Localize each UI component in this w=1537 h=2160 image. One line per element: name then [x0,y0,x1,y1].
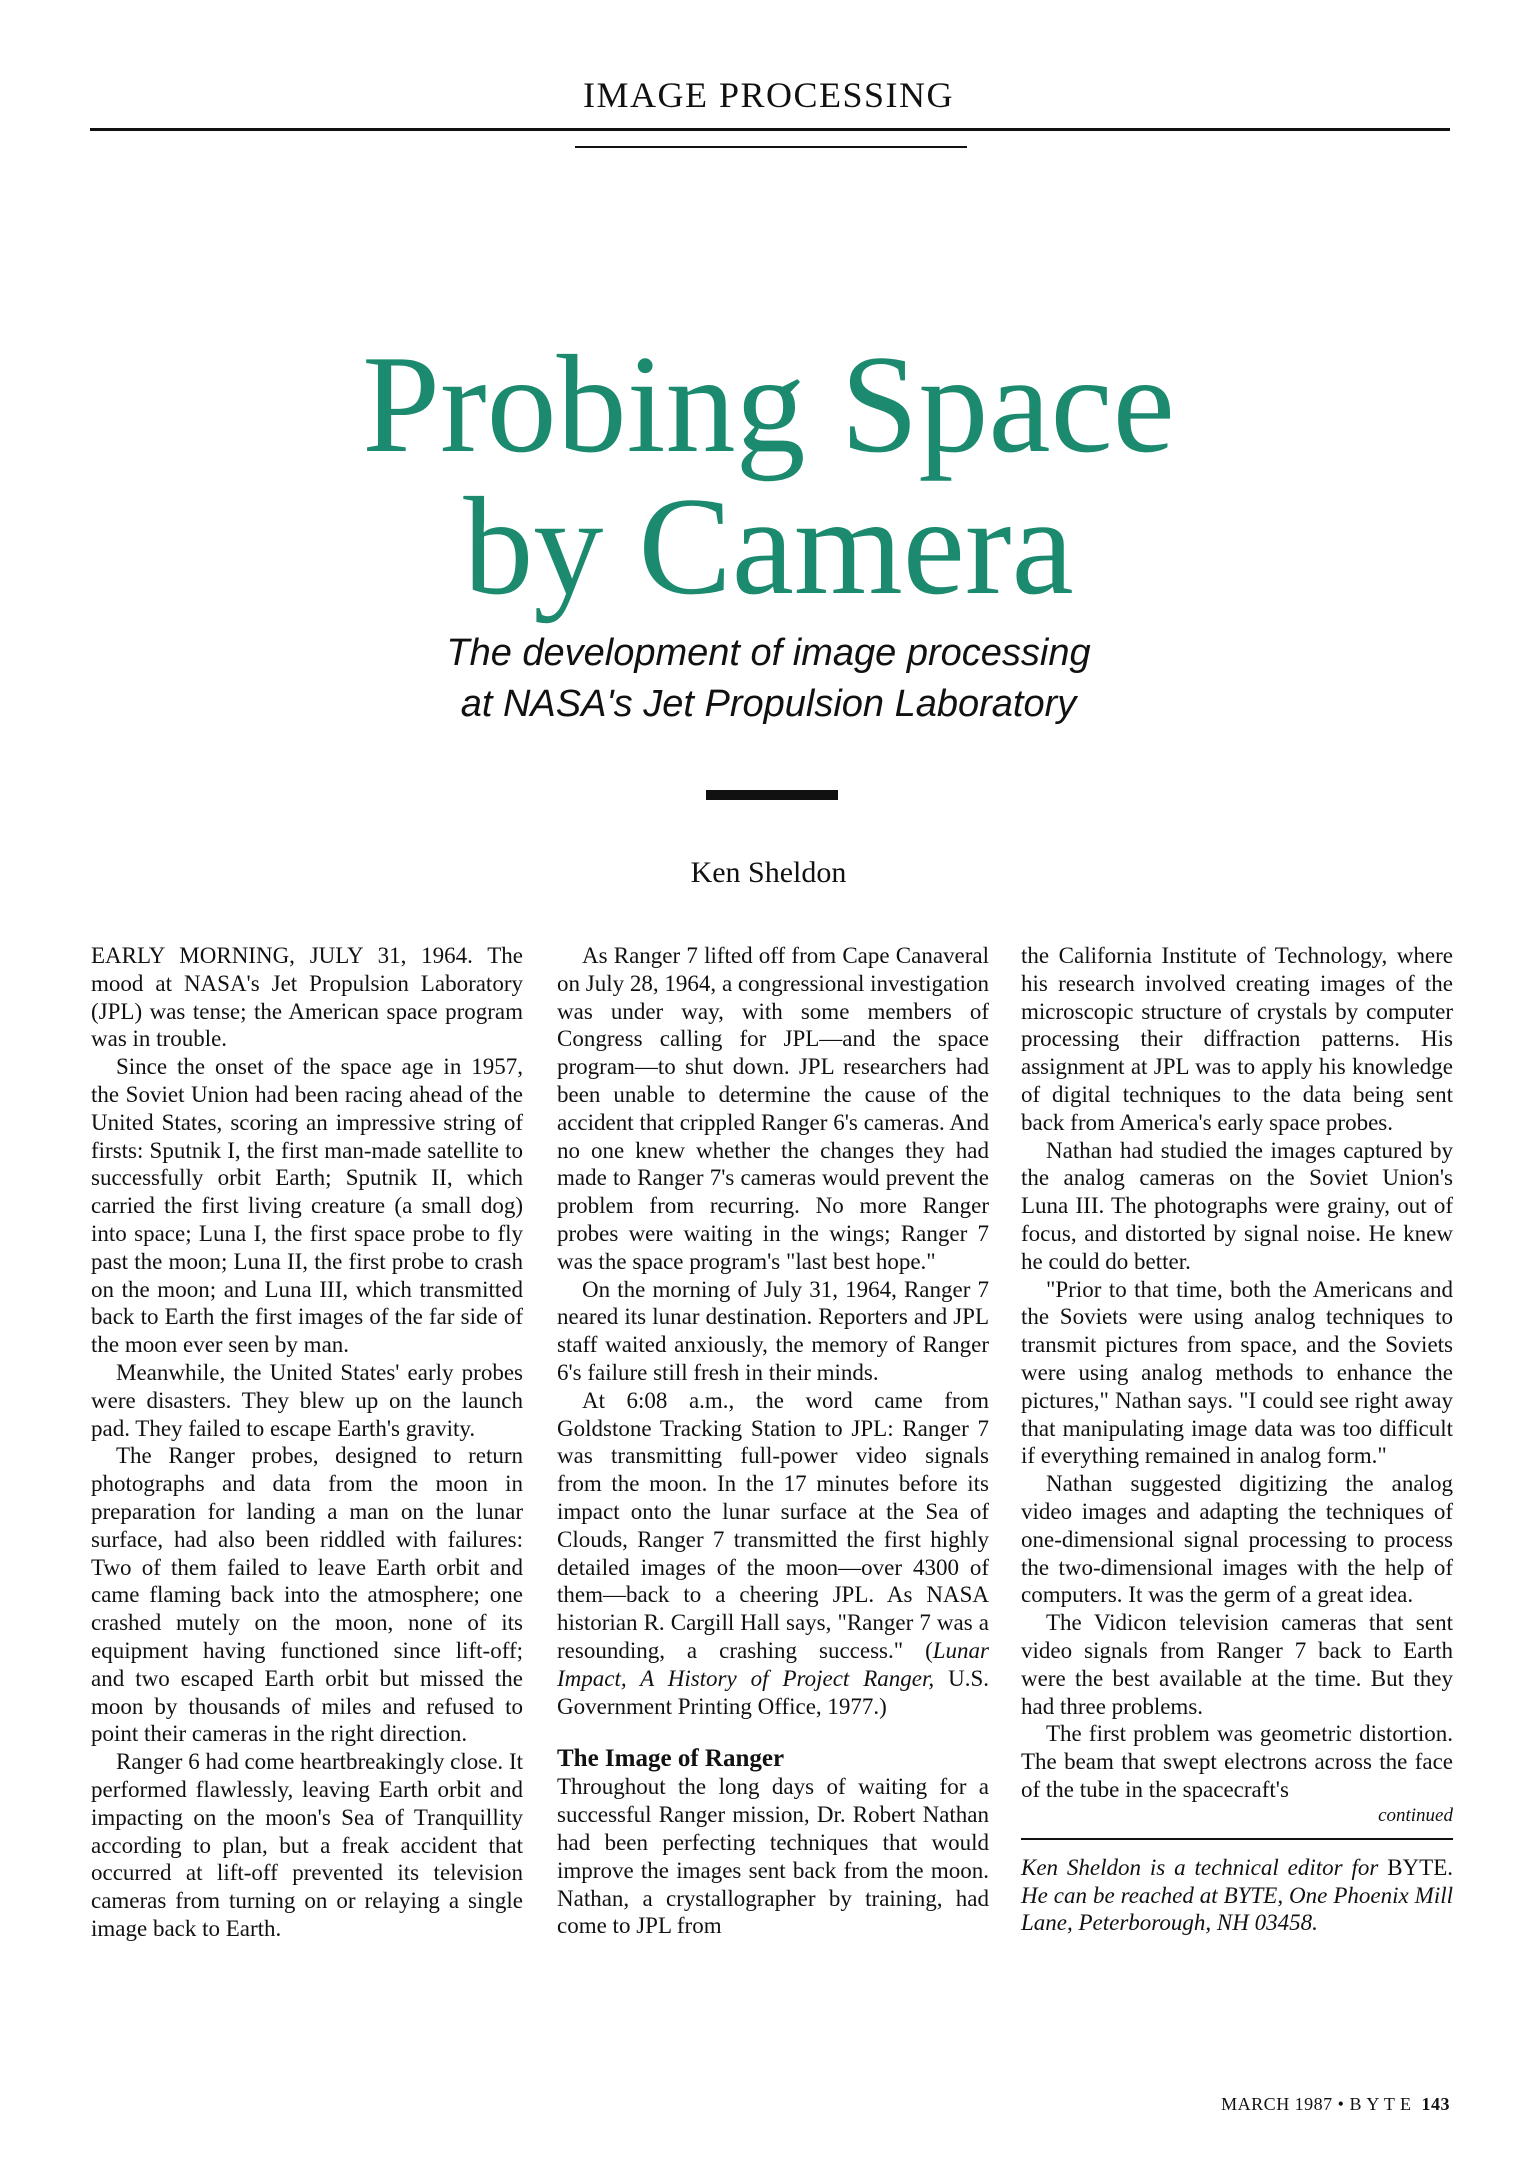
paragraph: Nathan suggested digitizing the analog video images and adapting the techniques of one-dimensional signal processing to process the two-dimensional images with the help of computers. It was the germ of a great idea. [1021,1471,1453,1608]
continued-note: continued [1378,1804,1453,1826]
article-subtitle [0,628,1537,730]
title-line-1: Probing Space [362,327,1175,482]
subtitle-line-2: at NASA's Jet Propulsion Laboratory [460,683,1077,725]
paragraph-text: At 6:08 a.m., the word came from Goldstone Tracking Station to JPL: Ranger 7 was transmitting full-power video signals from the moon. In the 17 minutes before its impact onto the lunar surface at the Sea of Clouds, Ranger 7 transmitted the first highly detailed images of the moon—over 4300 of them—back to a cheering JPL. As NASA historian R. Cargill Hall says, "Ranger 7 was a resounding, a crashing success." ( [557,1387,989,1663]
citation-title: Lunar Impact, A History of Project Ranger, [557,1637,989,1691]
paragraph: "Prior to that time, both the Americans and the Soviets were using analog techniques to transmit pictures from space, and the Soviets were using analog methods to enhance the pictures," Nathan says. "I could see right away that manipulating image data was too difficult if everything remained in analog form." [1021,1276,1453,1469]
paragraph: the California Institute of Technology, where his research involved creating images of the microscopic structure of crystals by computer processing their diffraction patterns. His assignment at JPL was to apply his knowledge of digital techniques to the data being sent back from America's early space probes. [1021,943,1453,1135]
paragraph: EARLY MORNING, JULY 31, 1964. The mood at NASA's Jet Propulsion Laboratory (JPL) was tense; the American space program was in trouble. [91,943,523,1052]
paragraph: Nathan had studied the images captured by the analog cameras on the Soviet Union's Luna III. The photographs were grainy, out of focus, and distorted by signal noise. He knew he could do better. [1021,1137,1453,1274]
column-2 [557,942,989,1940]
bio-magazine: BYTE. [1387,1854,1453,1880]
paragraph: Ranger 6 had come heartbreakingly close. It performed flawlessly, leaving Earth orbit and impacting on the moon's Sea of Tranquillity according to plan, but a freak accident that occurred at lift-off prevented its television cameras from turning on or relaying a single image back to Earth. [91,1749,523,1941]
paragraph: The Ranger probes, designed to return photographs and data from the moon in preparation for landing a man on the lunar surface, had also been riddled with failures: Two of them failed to leave Earth orbit and came flaming back into the atmosphere; one crashed mutely on the moon, none of its equipment having functioned since lift-off; and two escaped Earth orbit but missed the moon by thousands of miles and refused to point their cameras in the right direction. [91,1443,523,1747]
column-3 [1021,942,1453,1937]
footer-issue: MARCH 1987 • B Y T E [1221,2094,1412,2114]
bio-text: Ken Sheldon is a technical editor for [1021,1854,1388,1880]
section-header: IMAGE PROCESSING [582,75,955,115]
page-number: 143 [1421,2094,1450,2114]
column-1 [91,942,523,1943]
paragraph: Meanwhile, the United States' early probes were disasters. They blew up on the launch pad. They failed to escape Earth's gravity. [91,1359,523,1441]
header-rule [90,128,1450,131]
paragraph [557,1387,989,1721]
author-byline: Ken Sheldon [690,856,847,889]
paragraph: The Vidicon television cameras that sent video signals from Ranger 7 back to Earth were the best available at the time. But they had three problems. [1021,1610,1453,1719]
paragraph-text: U.S. Government Printing Office, 1977.) [557,1665,989,1719]
title-line-2: by Camera [463,469,1074,624]
paragraph: The first problem was geometric distortion. The beam that swept electrons across the face of the tube in the spacecraft's [1021,1721,1453,1802]
bio-text: He can be reached at BYTE, One Phoenix Mill Lane, Peterborough, NH 03458. [1021,1882,1453,1936]
bio-rule [1021,1838,1453,1840]
author-bio [1021,1854,1453,1937]
section-heading: The Image of Ranger [557,1745,785,1773]
paragraph: Since the onset of the space age in 1957, the Soviet Union had been racing ahead of the United States, scoring an impressive string of firsts: Sputnik I, the first man-made satellite to successfully orbit Earth; Sputnik II, which carried the first living creature (a small dog) into space; Luna I, the first space probe to fly past the moon; Luna II, the first probe to crash on the moon; and Luna III, which transmitted back to Earth the first images of the far side of the moon ever seen by man. [91,1054,523,1358]
article-title [0,327,1537,624]
subtitle-line-1: The development of image processing [446,632,1091,674]
title-divider [706,790,838,800]
paragraph: On the morning of July 31, 1964, Ranger 7 neared its lunar destination. Reporters and JPL staff waited anxiously, the memory of Ranger 6's failure still fresh in their minds. [557,1276,989,1385]
page-footer [1221,2094,1450,2115]
paragraph: Throughout the long days of waiting for a successful Ranger mission, Dr. Robert Nathan had been perfecting techniques that would improve the images sent back from the moon. Nathan, a crystallographer by training, had come to JPL from [557,1774,989,1939]
header-subrule [575,146,967,148]
paragraph: As Ranger 7 lifted off from Cape Canaveral on July 28, 1964, a congressional investigation was under way, with some members of Congress calling for JPL—and the space program—to shut down. JPL researchers had been unable to determine the cause of the accident that crippled Ranger 6's cameras. And no one knew whether the changes they had made to Ranger 7's cameras would prevent the problem from recurring. No more Ranger probes were waiting in the wings; Ranger 7 was the space program's "last best hope." [557,943,989,1274]
